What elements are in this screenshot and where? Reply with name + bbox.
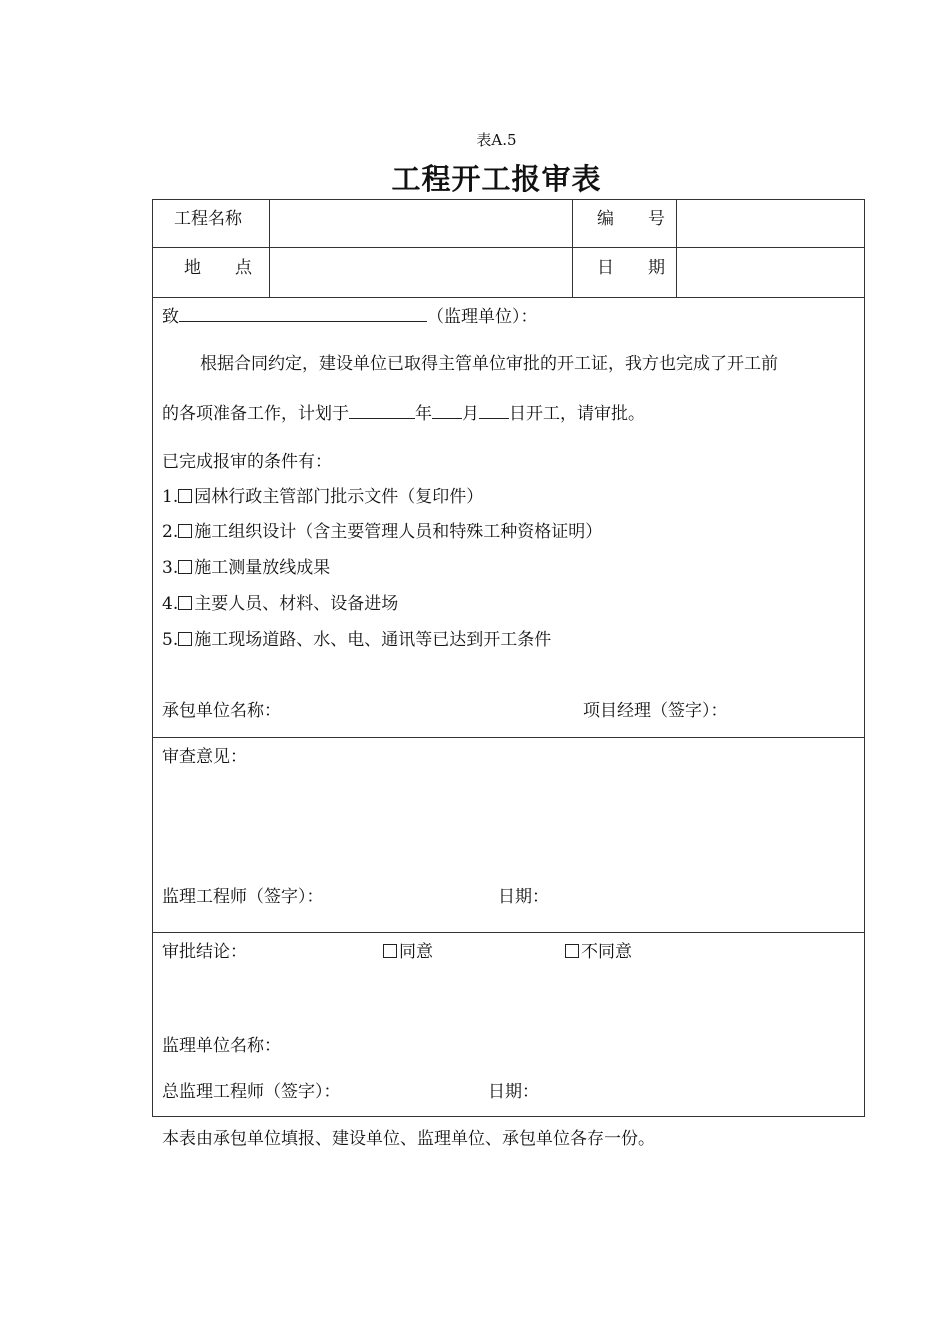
table-code: 表A.5 (476, 131, 517, 149)
condition-text: 园林行政主管部门批示文件（复印件） (194, 487, 484, 507)
checkbox[interactable] (383, 944, 397, 958)
page-title: 工程开工报审表 (391, 162, 602, 196)
column-divider (572, 200, 573, 297)
condition-text: 施工组织设计（含主要管理人员和特殊工种资格证明） (194, 522, 603, 542)
condition-number: 1. (162, 487, 179, 507)
condition-number: 5. (162, 630, 179, 650)
body-line-2-text: 的各项准备工作，计划于 (162, 404, 349, 424)
condition-text: 施工现场道路、水、电、通讯等已达到开工条件 (194, 630, 552, 650)
approval-date-label: 日期： (488, 1082, 539, 1102)
addressee-line (162, 302, 538, 327)
number-label: 编 号 (597, 209, 665, 229)
footer-note: 本表由承包单位填报、建设单位、监理单位、承包单位各存一份。 (162, 1129, 655, 1149)
project-manager-signature-label: 项目经理（签字）： (583, 701, 728, 721)
condition-item (162, 553, 330, 578)
number-field[interactable] (678, 204, 862, 244)
date-field[interactable] (678, 253, 862, 293)
checkbox[interactable] (565, 944, 579, 958)
location-label: 地 点 (184, 258, 252, 278)
supervisor-unit-name-label: 监理单位名称： (162, 1036, 281, 1056)
project-name-label: 工程名称 (174, 209, 242, 229)
section-divider (153, 737, 864, 738)
column-divider (269, 200, 270, 297)
condition-number: 3. (162, 558, 179, 578)
to-suffix: （监理单位）： (427, 307, 538, 327)
condition-number: 4. (162, 594, 179, 614)
chief-engineer-signature-label: 总监理工程师（签字）： (162, 1082, 341, 1102)
conditions-title: 已完成报审的条件有： (162, 452, 332, 472)
condition-item (162, 625, 551, 650)
form-table (152, 199, 865, 1117)
row-divider (153, 247, 864, 248)
condition-item (162, 482, 483, 507)
agree-label: 同意 (399, 942, 433, 962)
body-line-1: 根据合同约定，建设单位已取得主管单位审批的开工证，我方也完成了开工前 (200, 354, 778, 374)
approval-conclusion-label: 审批结论： (162, 942, 247, 962)
contractor-name-label: 承包单位名称： (162, 701, 281, 721)
day-blank[interactable] (479, 402, 509, 419)
date-label: 日 期 (597, 258, 665, 278)
year-label: 年 (415, 404, 432, 424)
to-prefix: 致 (162, 307, 179, 327)
condition-item (162, 517, 602, 542)
project-name-field[interactable] (272, 204, 568, 244)
checkbox[interactable] (178, 524, 192, 538)
agree-option[interactable] (383, 937, 433, 962)
review-opinion-label: 审查意见： (162, 747, 247, 767)
condition-item (162, 589, 398, 614)
supervising-engineer-signature-label: 监理工程师（签字）： (162, 887, 324, 907)
column-divider (676, 200, 677, 297)
checkbox[interactable] (178, 632, 192, 646)
review-date-label: 日期： (498, 887, 549, 907)
disagree-label: 不同意 (581, 942, 632, 962)
year-blank[interactable] (349, 402, 415, 419)
checkbox[interactable] (178, 596, 192, 610)
condition-text: 施工测量放线成果 (194, 558, 331, 578)
checkbox[interactable] (178, 560, 192, 574)
day-suffix: 日开工，请审批。 (509, 404, 645, 424)
supervisor-unit-blank[interactable] (179, 305, 427, 322)
row-divider (153, 297, 864, 298)
month-label: 月 (462, 404, 479, 424)
disagree-option[interactable] (565, 937, 632, 962)
section-divider (153, 932, 864, 933)
location-field[interactable] (272, 253, 568, 293)
body-line-2 (162, 399, 645, 424)
condition-text: 主要人员、材料、设备进场 (194, 594, 399, 614)
month-blank[interactable] (432, 402, 462, 419)
condition-number: 2. (162, 522, 179, 542)
checkbox[interactable] (178, 489, 192, 503)
